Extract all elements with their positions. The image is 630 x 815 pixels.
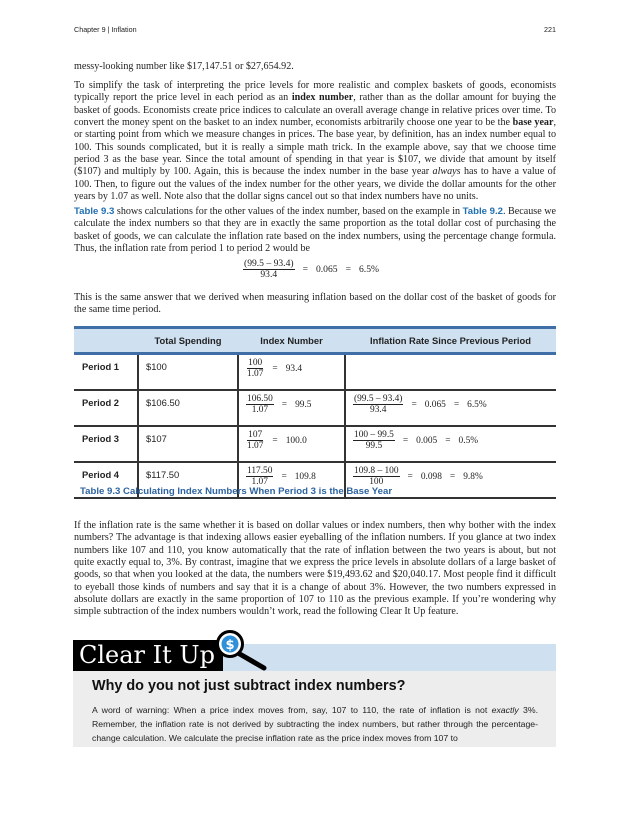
equation-value: 0.065	[315, 264, 338, 275]
fraction	[353, 430, 395, 451]
period-label: Period 4	[74, 462, 138, 498]
table-caption: Table 9.3 Calculating Index Numbers When Period 3 is the Base Year	[80, 486, 393, 497]
magnifier-dollar-icon	[214, 629, 270, 671]
inflation-rate-cell	[345, 354, 556, 391]
index-result: 100.0	[285, 435, 307, 446]
text-run: To simplify the task of interpreting the price levels for more realistic and complex baskets of goods, economists typically report the price level in each period as an	[74, 80, 556, 104]
term-index-number: index number	[291, 92, 354, 104]
numerator: (99.5 – 93.4)	[244, 258, 294, 269]
paragraph-text: If the inflation rate is the same whether it is based on dollar values or index numbers, then why bother with the index numbers? The advantage is that indexing allows easier eyeballing of the inflation numbers. If you glance at two index numbers like 107 and 110, you know automatically that the rate of inflation between the two years is about, but not quite exactly equal to, 3%. By contrast, imagine that we express the price levels in absolute dollars of a large basket of goods, so that when you looked at the data, the numbers were $19,493.62 and $20,040.17. Most people find it difficult to eyeball those kinds of numbers and say that it is a change of about 3%. However, the two numbers expressed in absolute dollars are exactly in the same proportion of 107 to 110 as the previous example. If you’re wondering why simple subtraction of the index numbers wouldn’t work, read the following Clear It Up feature.	[74, 520, 556, 618]
inflation-equation	[243, 259, 379, 280]
text-run: shows calculations for the other values of the index number, based on the example in	[114, 206, 463, 217]
fraction	[246, 466, 273, 487]
text-run: A word of warning: When a price index moves from, say, 107 to 110, the rate of inflation is not	[92, 705, 492, 715]
inflation-percent: 6.5%	[467, 399, 487, 410]
inflation-value: 0.005	[416, 435, 438, 446]
text-run: , rather than as the dollar amount for buying the basket of goods. Economists create price indices to calculate an overall average change in relative prices over time. To convert the money spent on the basket to an index number, economists arbitrarily choose one year to be the	[74, 92, 556, 129]
denominator: 1.07	[247, 369, 264, 379]
paragraph-index-number	[74, 80, 556, 203]
index-number-cell	[238, 426, 345, 462]
paragraph-text: This is the same answer that we derived when measuring inflation based on the dollar cost of the basket of goods for the same time period.	[74, 292, 556, 316]
equals-sign: =	[345, 264, 351, 275]
fraction	[353, 394, 403, 415]
column-header-index-number: Index Number	[238, 328, 345, 354]
equals-sign: =	[449, 471, 456, 482]
index-result: 93.4	[285, 363, 303, 374]
equals-sign: =	[411, 399, 417, 410]
table-row	[74, 426, 556, 462]
equals-sign: =	[407, 471, 413, 482]
numerator: (99.5 – 93.4)	[354, 394, 403, 404]
numerator: 109.8 – 100	[354, 466, 399, 476]
feature-question: Why do you not just subtract index numbers?	[92, 678, 406, 694]
text-run: , or starting point from which we measure changes in prices. The base year, by definition, has an index number equal to 100. This sounds complicated, but it is really a simple math trick. In the example above, say that we choose time period 3 as the base year. Since the total amount of spending in that year is $107, we divide that amount by itself ($107) and multiply by 100. Again, this is because the index number in the base year	[74, 117, 556, 178]
column-header-total-spending: Total Spending	[138, 328, 238, 354]
index-number-cell	[238, 354, 345, 391]
equals-sign: =	[281, 399, 288, 410]
equals-sign: =	[445, 435, 451, 446]
emphasis-exactly: exactly	[491, 705, 519, 715]
text-run: 3%. Remember, the inflation rate is not derived by subtracting the index numbers, but rather through the percentage-change calculation. We calculate the precise inflation rate as the price index moves from 107 to	[92, 705, 538, 744]
denominator: 1.07	[247, 441, 264, 451]
period-label: Period 1	[74, 354, 138, 391]
table-header-row	[74, 328, 556, 354]
text-run: has to have a value of 100. Then, to figure out the values of the index number for the other years, we divide the dollar amounts for the other years by 1.07 as well. Note also that the dollar signs cancel out so that index numbers have no units.	[74, 166, 556, 203]
numerator: 107	[248, 430, 263, 440]
total-spending-cell: $100	[138, 354, 238, 391]
paragraph-continuation	[74, 61, 556, 73]
running-header	[74, 25, 556, 37]
inflation-percent: 9.8%	[463, 471, 483, 482]
denominator: 1.07	[251, 405, 269, 415]
equals-sign: =	[272, 435, 278, 446]
page-number: 221	[544, 25, 556, 34]
index-result: 99.5	[295, 399, 312, 410]
emphasis-always: always	[432, 166, 461, 178]
numerator: 117.50	[247, 466, 273, 476]
column-header-inflation-rate: Inflation Rate Since Previous Period	[345, 328, 556, 354]
fraction	[246, 430, 264, 451]
fraction	[246, 358, 264, 379]
fraction	[246, 394, 274, 415]
period-label: Period 2	[74, 390, 138, 426]
feature-text	[92, 703, 538, 746]
link-table-9-3[interactable]: Table 9.3	[74, 206, 115, 217]
total-spending-cell: $117.50	[138, 462, 238, 498]
numerator: 100	[248, 358, 263, 368]
link-table-9-2[interactable]: Table 9.2	[462, 206, 503, 217]
fraction	[353, 466, 400, 487]
equals-sign: =	[272, 363, 278, 374]
equals-sign: =	[402, 435, 409, 446]
dollar-symbol: $	[225, 638, 235, 653]
equals-sign: =	[453, 399, 460, 410]
feature-title: Clear It Up	[73, 640, 223, 671]
denominator: 93.4	[370, 405, 387, 415]
numerator: 100 – 99.5	[354, 430, 394, 440]
table-row	[74, 390, 556, 426]
denominator: 100	[369, 477, 384, 487]
table-row	[74, 354, 556, 391]
index-number-cell	[238, 390, 345, 426]
column-header	[74, 328, 138, 354]
denominator: 99.5	[365, 441, 383, 451]
fraction	[243, 259, 295, 280]
term-base-year: base year	[512, 117, 554, 129]
paragraph-table-reference	[74, 206, 556, 255]
denominator: 1.07	[251, 477, 268, 487]
equation-percent: 6.5%	[359, 264, 379, 275]
period-label: Period 3	[74, 426, 138, 462]
inflation-rate-cell	[345, 426, 556, 462]
text-run: . Because we calculate the index numbers so that they are in exactly the same proportion as the total dollar cost of purchasing the basket of goods, we can calculate the inflation rate based on the index numbers, using the percentage change formula. Thus, the inflation rate from period 1 to period 2 would be	[74, 206, 556, 255]
inflation-value: 0.065	[424, 399, 446, 410]
paragraph-same-answer	[74, 292, 556, 317]
equals-sign: =	[302, 264, 308, 275]
denominator: 93.4	[260, 269, 278, 280]
total-spending-cell: $107	[138, 426, 238, 462]
inflation-percent: 0.5%	[458, 435, 479, 446]
paragraph-why-index	[74, 520, 556, 619]
index-result: 109.8	[294, 471, 316, 482]
numerator: 106.50	[247, 394, 273, 404]
index-number-table	[74, 326, 556, 499]
inflation-value: 0.098	[420, 471, 442, 482]
chapter-title: Chapter 9 | Inflation	[74, 25, 137, 34]
paragraph-text: messy-looking number like $17,147.51 or $27,654.92.	[74, 61, 294, 72]
inflation-rate-cell	[345, 390, 556, 426]
total-spending-cell: $106.50	[138, 390, 238, 426]
equals-sign: =	[281, 471, 287, 482]
